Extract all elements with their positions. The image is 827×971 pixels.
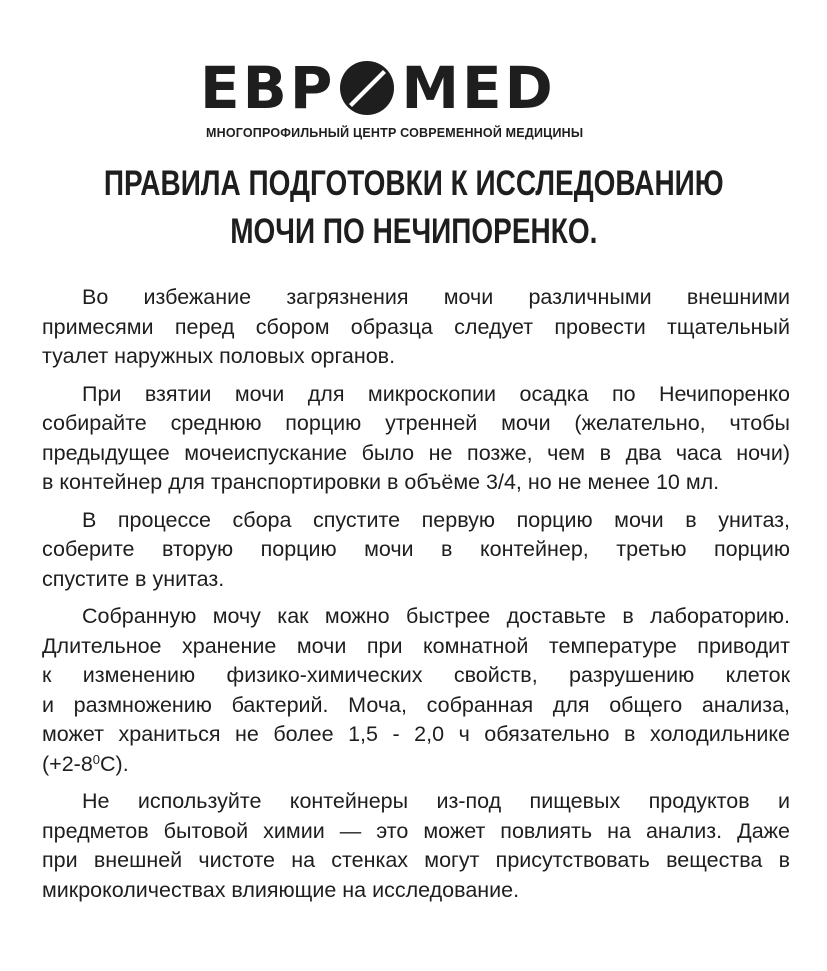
text-line: предметов бытовой химии — это может повлиять на анализ. Даже — [42, 818, 790, 843]
temperature-range — [42, 750, 790, 780]
text-line: микроколичествах влияющие на исследование. — [42, 877, 520, 902]
text-line: при внешней чистоте на стенках могут присутствовать вещества в — [42, 848, 790, 872]
temp-suffix: C). — [100, 751, 129, 776]
logo-wordmark — [200, 54, 556, 122]
logo-subtitle: МНОГОПРОФИЛЬНЫЙ ЦЕНТР СОВРЕМЕННОЙ МЕДИЦИНЫ — [206, 126, 584, 140]
text-line: Длительное хранение мочи при комнатной температуре приводит — [42, 633, 790, 658]
text-line: В процессе сбора спустите первую порцию мочи в унитаз, — [82, 507, 790, 532]
brand-logo — [200, 54, 630, 148]
logo-text-left: ЕВР — [200, 54, 336, 122]
title-line-1: ПРАВИЛА ПОДГОТОВКИ К ИССЛЕДОВАНИЮ — [103, 164, 724, 203]
paragraph-collection-portion — [42, 380, 790, 498]
paragraph-containers — [42, 787, 790, 905]
text-line: собирайте среднюю порцию утренней мочи (желательно, чтобы — [42, 411, 790, 435]
logo-text-right: MED — [401, 54, 556, 122]
text-line: Собранную мочу как можно быстрее доставьте в лабораторию. — [82, 604, 790, 628]
text-line: в контейнер для транспортировки в объёме 3/4, но не менее 10 мл. — [42, 470, 720, 494]
text-line: соберите вторую порцию мочи в контейнер, третью порцию — [42, 537, 790, 561]
paragraph-collection-process — [42, 506, 790, 595]
temp-prefix: (+2-8 — [42, 751, 93, 776]
text-line: может храниться не более 1,5 - 2,0 ч обязательно в холодильнике — [42, 722, 790, 746]
text-line: к изменению физико-химических свойств, разрушению клеток — [42, 663, 790, 687]
text-line: и размножению бактерий. Моча, собранная для общего анализа, — [42, 692, 790, 717]
text-line: Во избежание загрязнения мочи различными внешними — [82, 285, 790, 309]
paragraph-storage — [42, 602, 790, 779]
instructions-body — [42, 283, 790, 913]
text-line: При взятии мочи для микроскопии осадка по Нечипоренко — [82, 381, 790, 406]
text-line: примесями перед сбором образца следует провести тщательный — [42, 314, 790, 339]
text-line: спустите в унитаз. — [42, 566, 225, 591]
text-line: предыдущее мочеиспускание было не позже, чем в два часа ночи) — [42, 440, 790, 465]
text-line: туалет наружных половых органов. — [42, 344, 396, 368]
page-title — [83, 160, 745, 256]
pill-circle-icon — [339, 60, 395, 116]
paragraph-hygiene — [42, 283, 790, 372]
temp-degree: 0 — [92, 751, 101, 767]
text-line: Не используйте контейнеры из-под пищевых продуктов и — [82, 789, 790, 813]
title-line-2: МОЧИ ПО НЕЧИПОРЕНКО. — [230, 212, 598, 251]
